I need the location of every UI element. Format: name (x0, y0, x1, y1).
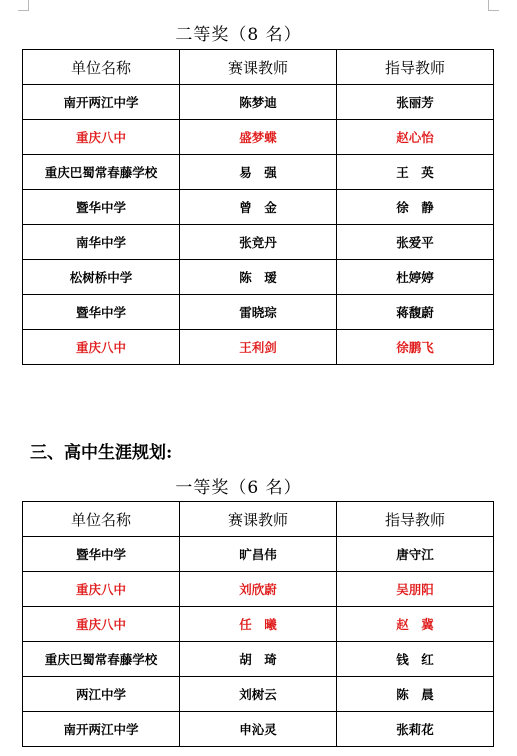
cell-advisor: 钱 红 (337, 642, 494, 677)
award-title-first-prize: 一等奖（6 名） (175, 478, 302, 498)
cell-advisor: 杜婷婷 (337, 260, 494, 295)
cell-teacher: 胡 琦 (180, 642, 337, 677)
cell-teacher: 雷晓琮 (180, 295, 337, 330)
cell-advisor: 张丽芳 (337, 85, 494, 120)
cell-unit: 暨华中学 (23, 190, 180, 225)
cell-teacher: 陈梦迪 (180, 85, 337, 120)
cell-unit: 南开两江中学 (23, 712, 180, 747)
table-header-row (23, 502, 494, 537)
cell-advisor: 吴朋阳 (337, 572, 494, 607)
table-row (23, 537, 494, 572)
cell-unit: 南开两江中学 (23, 85, 180, 120)
header-advisor: 指导教师 (337, 502, 494, 537)
cell-teacher: 王利剑 (180, 330, 337, 365)
header-unit: 单位名称 (23, 502, 180, 537)
cell-unit: 暨华中学 (23, 537, 180, 572)
table-row (23, 572, 494, 607)
cell-unit: 两江中学 (23, 677, 180, 712)
cell-teacher: 任 曦 (180, 607, 337, 642)
cell-teacher: 旷昌伟 (180, 537, 337, 572)
cell-teacher: 易 强 (180, 155, 337, 190)
table-row (23, 225, 494, 260)
page-corner-mark-left (18, 0, 29, 11)
first-prize-table (22, 501, 494, 747)
table-row (23, 330, 494, 365)
table-row (23, 712, 494, 747)
table-row (23, 607, 494, 642)
cell-advisor: 张爱平 (337, 225, 494, 260)
cell-unit: 重庆八中 (23, 607, 180, 642)
table-row (23, 120, 494, 155)
second-prize-table (22, 49, 494, 365)
table-row (23, 260, 494, 295)
cell-advisor: 蒋馥蔚 (337, 295, 494, 330)
cell-teacher: 曾 金 (180, 190, 337, 225)
cell-advisor: 赵心怡 (337, 120, 494, 155)
table-row (23, 677, 494, 712)
award-title-second-prize: 二等奖（8 名） (175, 25, 302, 45)
section-heading-career-planning: 三、高中生涯规划: (30, 443, 173, 463)
cell-teacher: 陈 瑷 (180, 260, 337, 295)
header-teacher: 赛课教师 (180, 502, 337, 537)
table-header-row (23, 50, 494, 85)
cell-unit: 松树桥中学 (23, 260, 180, 295)
cell-teacher: 刘欣蔚 (180, 572, 337, 607)
cell-advisor: 徐鹏飞 (337, 330, 494, 365)
cell-unit: 暨华中学 (23, 295, 180, 330)
cell-unit: 重庆八中 (23, 330, 180, 365)
table-row (23, 642, 494, 677)
table-row (23, 295, 494, 330)
cell-teacher: 盛梦蝶 (180, 120, 337, 155)
cell-unit: 南华中学 (23, 225, 180, 260)
cell-advisor: 王 英 (337, 155, 494, 190)
header-unit: 单位名称 (23, 50, 180, 85)
cell-unit: 重庆巴蜀常春藤学校 (23, 155, 180, 190)
table-row (23, 190, 494, 225)
table-row (23, 155, 494, 190)
cell-advisor: 唐守江 (337, 537, 494, 572)
page-corner-mark-right (488, 0, 499, 11)
table-row (23, 85, 494, 120)
cell-teacher: 张竞丹 (180, 225, 337, 260)
cell-advisor: 赵 冀 (337, 607, 494, 642)
cell-teacher: 申沁灵 (180, 712, 337, 747)
cell-unit: 重庆八中 (23, 120, 180, 155)
header-advisor: 指导教师 (337, 50, 494, 85)
header-teacher: 赛课教师 (180, 50, 337, 85)
cell-teacher: 刘树云 (180, 677, 337, 712)
cell-advisor: 张莉花 (337, 712, 494, 747)
cell-unit: 重庆巴蜀常春藤学校 (23, 642, 180, 677)
cell-unit: 重庆八中 (23, 572, 180, 607)
cell-advisor: 徐 静 (337, 190, 494, 225)
cell-advisor: 陈 晨 (337, 677, 494, 712)
